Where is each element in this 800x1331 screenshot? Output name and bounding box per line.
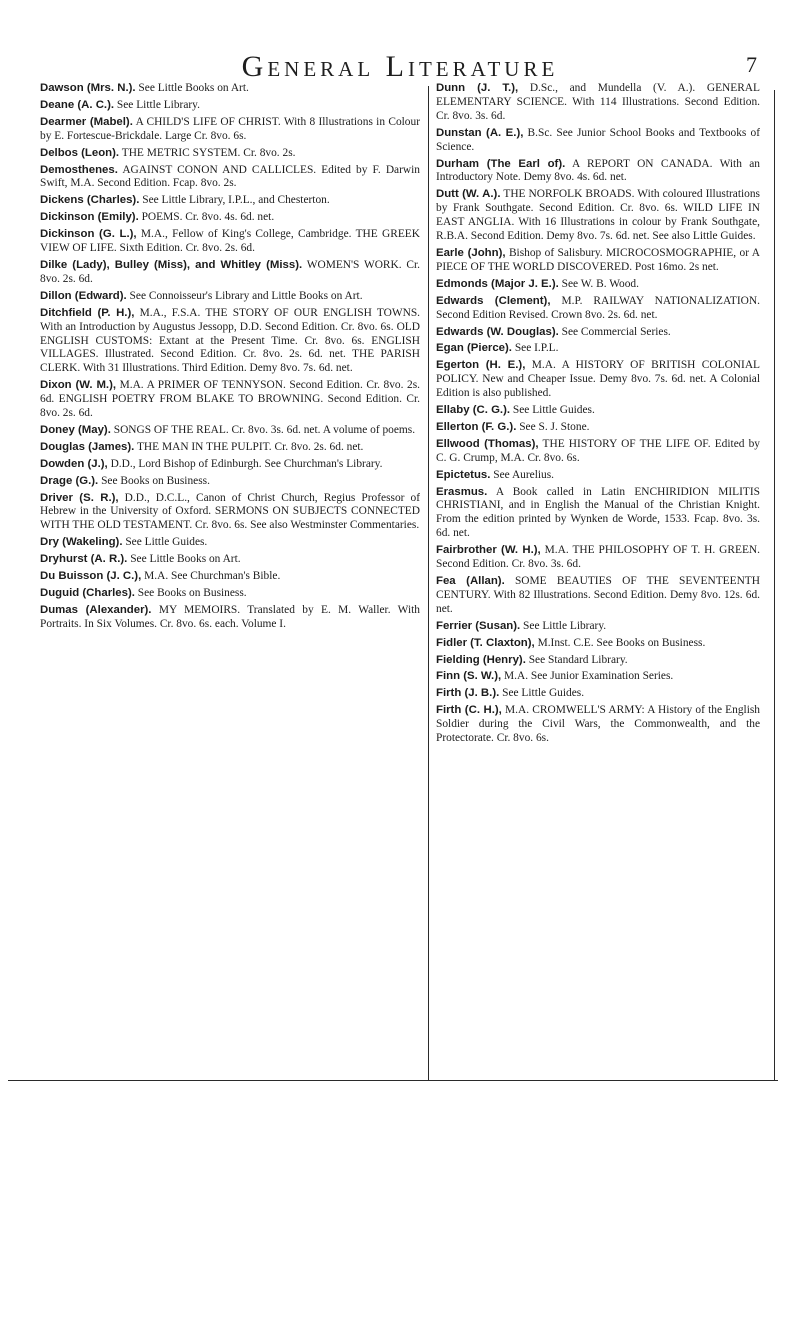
bottom-frame-rule [8,1080,778,1081]
catalogue-entry [436,127,760,155]
entry-author: Egerton (H. E.), [436,359,526,372]
entry-author: Demosthenes. [40,163,118,176]
entry-author: Fielding (Henry). [436,653,526,666]
entry-description: M.A., F.S.A. THE STORY OF OUR ENGLISH TOWNS. With an Introduction by Augustus Jessopp, D.D. Second Edition. Cr. 8vo. 6s. OLD ENGLISH CUSTOMS: Extant at the Present Time. Cr. 8vo. 6s. ENGLISH VILLAGES. Illustrated. Second Edition. Cr. 8vo. 2s. 6d. net. THE PARISH CLERK. With 31 Illustrations. Third Edition. Demy 8vo. 7s. 6d. net. [40,306,420,375]
entry-author: Dickens (Charles). [40,194,140,207]
catalogue-entry [436,469,760,483]
entry-description: A Book called in Latin ENCHIRIDION MILITIS CHRISTIANI, and in English the Manual of the Christian Knight. From the edition printed by Wynken de Worde, 1533. Fcap. 8vo. 3s. 6d. net. [436,485,760,540]
entry-author: Finn (S. W.), [436,670,502,683]
entry-author: Douglas (James). [40,440,135,453]
entry-author: Duguid (Charles). [40,587,135,599]
entry-author: Dryhurst (A. R.). [40,553,128,566]
catalogue-entry [40,147,420,161]
catalogue-entry [40,228,420,256]
entry-author: Dearmer (Mabel). [40,115,133,128]
page-number: 7 [746,52,757,77]
entry-description: See Standard Library. [525,653,628,666]
catalogue-entry [436,342,760,356]
entry-author: Ditchfield (P. H.), [40,306,135,319]
entry-description: POEMS. Cr. 8vo. 4s. 6d. net. [138,211,275,224]
entry-description: See Aurelius. [490,468,555,481]
entry-description: M.A., Fellow of King's College, Cambridge. THE GREEK VIEW OF LIFE. Sixth Edition. Cr. 8vo. 2s. 6d. [40,228,420,255]
catalogue-entry [40,441,420,455]
entry-description: See I.P.L. [511,342,559,355]
catalogue-entry [40,116,420,144]
entry-author: Egan (Pierce). [436,342,512,355]
entry-author: Erasmus. [436,485,488,498]
entry-description: THE HISTORY OF THE LIFE OF. Edited by C. G. Crump, M.A. Cr. 8vo. 6s. [436,437,760,464]
entry-author: Dillon (Edward). [40,289,127,302]
catalogue-entry [40,259,420,287]
catalogue-entry [436,670,760,684]
catalogue-entry [436,620,760,634]
catalogue-entry [436,544,760,572]
catalogue-entry [40,553,420,567]
entry-description: MY MEMOIRS. Translated by E. M. Waller. With Portraits. In Six Volumes. Cr. 8vo. 6s. each. Volume I. [40,603,420,630]
catalogue-entry [436,295,760,323]
catalogue-entry [436,278,760,292]
right-frame-rule [774,90,775,1080]
entry-author: Dickinson (Emily). [40,211,139,224]
entry-author: Firth (J. B.). [436,687,500,700]
catalogue-entry [436,404,760,418]
entry-author: Driver (S. R.), [40,491,119,504]
entry-description: See Books on Business. [98,474,210,487]
entry-author: Deane (A. C.). [40,98,115,111]
entry-author: Doney (May). [40,423,111,436]
catalogue-entry [436,82,760,124]
entry-description: M.Inst. C.E. See Books on Business. [534,636,706,649]
catalogue-entry [40,211,420,225]
entry-description: See Little Books on Art. [135,82,249,94]
entry-description: AGAINST CONON AND CALLICLES. Edited by F. Darwin Swift, M.A. Second Edition. Fcap. 8vo. 2s. [40,163,420,190]
catalogue-entry [40,587,420,601]
catalogue-entry [40,570,420,584]
catalogue-entry [436,247,760,275]
entry-description: See Little Library. [114,98,200,111]
entry-author: Edwards (W. Douglas). [436,325,559,338]
entry-description: See Little Library. [520,619,607,632]
entry-author: Fairbrother (W. H.), [436,544,541,557]
entry-description: See Connoisseur's Library and Little Books on Art. [126,289,363,302]
catalogue-entry [436,158,760,186]
entry-description: A CHILD'S LIFE OF CHRIST. With 8 Illustrations in Colour by E. Fortescue-Brickdale. Large Cr. 8vo. 6s. [40,115,420,142]
catalogue-entry [436,326,760,340]
entry-description: WOMEN'S WORK. Cr. 8vo. 2s. 6d. [40,258,420,285]
left-column [40,82,420,1071]
catalogue-entry [436,486,760,542]
entry-description: See Little Guides. [122,536,208,549]
entry-author: Dawson (Mrs. N.). [40,82,136,94]
catalogue-entry [436,188,760,244]
entry-description: M.A. THE PHILOSOPHY OF T. H. GREEN. Second Edition. Cr. 8vo. 3s. 6d. [436,544,760,571]
entry-description: A REPORT ON CANADA. With an Introductory Note. Demy 8vo. 4s. 6d. net. [436,157,760,184]
right-column [436,82,760,1071]
catalogue-entry [40,99,420,113]
catalogue-entry [436,438,760,466]
entry-description: SONGS OF THE REAL. Cr. 8vo. 3s. 6d. net. A volume of poems. [110,423,416,436]
entry-description: See Little Books on Art. [127,553,241,566]
entry-description: See Little Library, I.P.L., and Chesterton. [139,194,330,207]
column-divider [428,86,429,1080]
entry-description: See Commercial Series. [558,325,671,338]
catalogue-entry [40,536,420,550]
entry-author: Dixon (W. M.), [40,379,117,392]
entry-author: Fea (Allan). [436,575,505,587]
entry-author: Ellerton (F. G.). [436,420,517,433]
catalogue-entry [40,379,420,421]
entry-author: Fidler (T. Claxton), [436,636,535,649]
entry-description: M.A. A PRIMER OF TENNYSON. Second Edition. Cr. 8vo. 2s. 6d. ENGLISH POETRY FROM BLAKE TO BROWNING. Second Edition. Cr. 8vo. 2s. 6d. [40,379,420,420]
entry-description: M.A. See Churchman's Bible. [141,570,281,583]
catalogue-entry [436,359,760,401]
entry-author: Dutt (W. A.). [436,188,501,201]
entry-author: Du Buisson (J. C.), [40,570,142,583]
entry-author: Delbos (Leon). [40,146,120,159]
entry-description: D.D., D.C.L., Canon of Christ Church, Regius Professor of Hebrew in the University of Oxford. SERMONS ON SUBJECTS CONNECTED WITH THE OLD TESTAMENT. Cr. 8vo. 6s. See also Westminster Commentaries. [40,491,420,532]
entry-description: See Books on Business. [134,587,247,599]
catalogue-entry [40,82,420,96]
entry-description: D.Sc., and Mundella (V. A.). GENERAL ELEMENTARY SCIENCE. With 114 Illustrations. Second Edition. Cr. 8vo. 3s. 6d. [436,82,760,122]
entry-author: Dilke (Lady), Bulley (Miss), and Whitley (Miss). [40,258,303,271]
catalogue-entry [436,687,760,701]
entry-description: THE METRIC SYSTEM. Cr. 8vo. 2s. [119,146,296,159]
entry-author: Dry (Wakeling). [40,536,123,549]
entry-author: Dickinson (G. L.), [40,228,137,241]
entry-description: M.P. RAILWAY NATIONALIZATION. Second Edition Revised. Crown 8vo. 2s. 6d. net. [436,294,760,321]
entry-description: See S. J. Stone. [516,420,590,433]
entry-description: SOME BEAUTIES OF THE SEVENTEENTH CENTURY. With 82 Illustrations. Second Edition. Demy 8vo. 12s. 6d. net. [436,575,760,615]
entry-author: Epictetus. [436,468,491,481]
entry-description: THE MAN IN THE PULPIT. Cr. 8vo. 2s. 6d. net. [134,440,364,453]
entry-author: Earle (John), [436,246,506,259]
entry-description: Bishop of Salisbury. MICROCOSMOGRAPHIE, or A PIECE OF THE WORLD DISCOVERED. Post 16mo. 2s net. [436,246,760,273]
catalogue-entry [40,194,420,208]
entry-author: Edwards (Clement), [436,294,551,307]
catalogue-entry [40,458,420,472]
catalogue-entry [436,704,760,746]
entry-author: Ferrier (Susan). [436,619,521,632]
entry-description: M.A. A HISTORY OF BRITISH COLONIAL POLICY. New and Cheaper Issue. Demy 8vo. 7s. 6d. net. A Colonial Edition is also published. [436,359,760,400]
entry-author: Dunn (J. T.), [436,82,519,94]
entry-author: Dumas (Alexander). [40,603,152,616]
catalogue-entry [40,475,420,489]
entry-author: Edmonds (Major J. E.). [436,277,559,290]
entry-description: THE NORFOLK BROADS. With coloured Illustrations by Frank Southgate. Second Edition. Cr. 8vo. 6s. WILD LIFE IN EAST ANGLIA. With 16 Illustrations in colour by Frank Southgate, R.B.A. Second Edition. Demy 8vo. 7s. 6d. net. See also Little Guides. [436,188,760,243]
entry-author: Durham (The Earl of). [436,157,566,170]
catalogue-entry [40,164,420,192]
entry-author: Drage (G.). [40,474,99,487]
entry-author: Dunstan (A. E.), [436,126,524,139]
catalogue-entry [436,654,760,668]
entry-description: See W. B. Wood. [558,277,639,290]
catalogue-entry [40,424,420,438]
catalogue-entry [436,421,760,435]
entry-author: Ellaby (C. G.). [436,404,511,417]
entry-author: Firth (C. H.), [436,704,502,717]
catalogue-entry [40,604,420,632]
entry-author: Ellwood (Thomas), [436,437,539,450]
catalogue-entry [40,307,420,377]
page-title: General Literature [241,50,559,83]
entry-description: M.A. CROMWELL'S ARMY: A History of the English Soldier during the Civil Wars, the Commonwealth, and the Protectorate. Cr. 8vo. 6s. [436,704,760,745]
entry-description: D.D., Lord Bishop of Edinburgh. See Churchman's Library. [107,457,383,470]
entry-description: See Little Guides. [510,404,595,417]
entry-description: See Little Guides. [499,687,585,700]
catalogue-entry [40,290,420,304]
catalogue-entry [436,575,760,617]
catalogue-entry [40,492,420,534]
entry-author: Dowden (J.), [40,457,108,470]
catalogue-entry [436,637,760,651]
entry-description: M.A. See Junior Examination Series. [501,670,674,683]
entry-description: B.Sc. See Junior School Books and Textbooks of Science. [436,126,760,153]
